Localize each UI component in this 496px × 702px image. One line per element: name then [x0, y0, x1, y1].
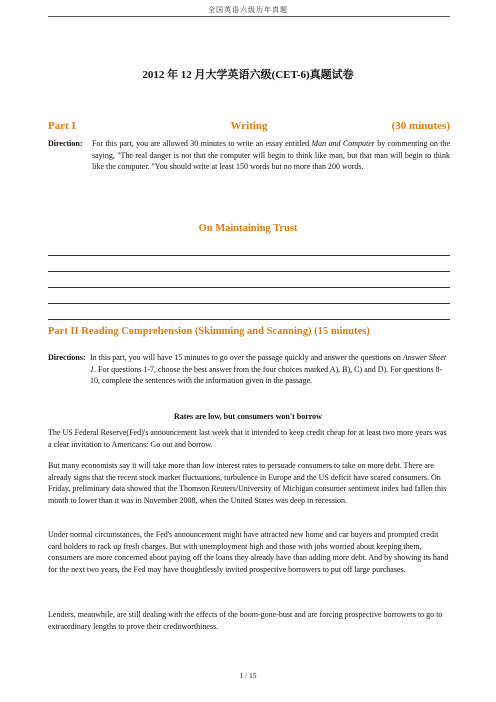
document-title: 2012 年 12 月大学英语六级(CET-6)真题试卷 — [142, 69, 354, 81]
direction-text: For this part, you are allowed 30 minutes to write an essay entitled Man and Computer by commenting on the saying, "The real danger is not that the computer will begin to think like man, but that man will begin to think like the computer. "You should write at least 150 words but no more than 200 words. — [92, 139, 451, 172]
article-paragraph: Lenders, meanwhile, are still dealing with the effects of the boom-gone-bust and are forcing prospective borrowers to go to extraordinary lengths to prove their creditworthiness. — [48, 610, 443, 631]
writing-line — [48, 255, 450, 256]
writing-line — [48, 287, 450, 288]
writing-line — [48, 303, 450, 304]
running-header: 全国英语六级历年真题 — [208, 6, 288, 14]
article-title: Rates are low, but consumers won't borrow — [174, 412, 322, 421]
part1-heading — [48, 120, 450, 134]
direction-text: In this part, you will have 15 minutes to go over the passage quickly and answer the questions on Answer Sheet 1. For questions 1-7, choose the best answer from the four choices marked A), B), C) and D). For questions 8-10, complete the sentences with the information given in the passage. — [90, 353, 447, 386]
article-paragraph: But many economists say it will take more than low interest rates to persuade consumers to take on more debt. There are already signs that the recent stock market fluctuations, turbulence in Europe and the US deficit have scared consumers. On Friday, preliminary data showed that the Thomson Reuters/University of Michigan consumer sentiment index had fallen this month to lower than it was in November 2008, when the United States was deep in recession. — [48, 461, 447, 505]
part2-direction — [48, 352, 450, 402]
part1-direction — [48, 138, 450, 188]
writing-line — [48, 271, 450, 272]
writing-line — [48, 319, 450, 320]
article-paragraph: The US Federal Reserve(Fed)'s announcement last week that it intended to keep credit cheap for at least two more years was a clear invitation to Americans: Go out and borrow. — [48, 428, 447, 449]
direction-label: Direction: — [48, 139, 83, 148]
essay-title: On Maintaining Trust — [198, 223, 298, 234]
article-paragraph: Under normal circumstances, the Fed's announcement might have attracted new home and car buyers and prompted credit card holders to rack up fresh charges. But with unemployment high and those with jobs worried about keeping them, consumers are more concerned about paying off the loans they already have than adding more debt. And by showing its hand for the next two years, the Fed may have thoughtlessly invited prospective borrowers to put off large purchases. — [48, 530, 449, 574]
header-rule — [48, 16, 450, 17]
part1-label: Part I — [48, 120, 76, 132]
page-number: 1 / 15 — [239, 671, 257, 680]
part1-name: Writing — [230, 120, 268, 132]
direction-label: Directions: — [48, 353, 86, 362]
part1-time: (30 minutes) — [391, 120, 450, 132]
part2-heading: Part II Reading Comprehension (Skimming and Scanning) (15 minutes) — [48, 326, 370, 337]
